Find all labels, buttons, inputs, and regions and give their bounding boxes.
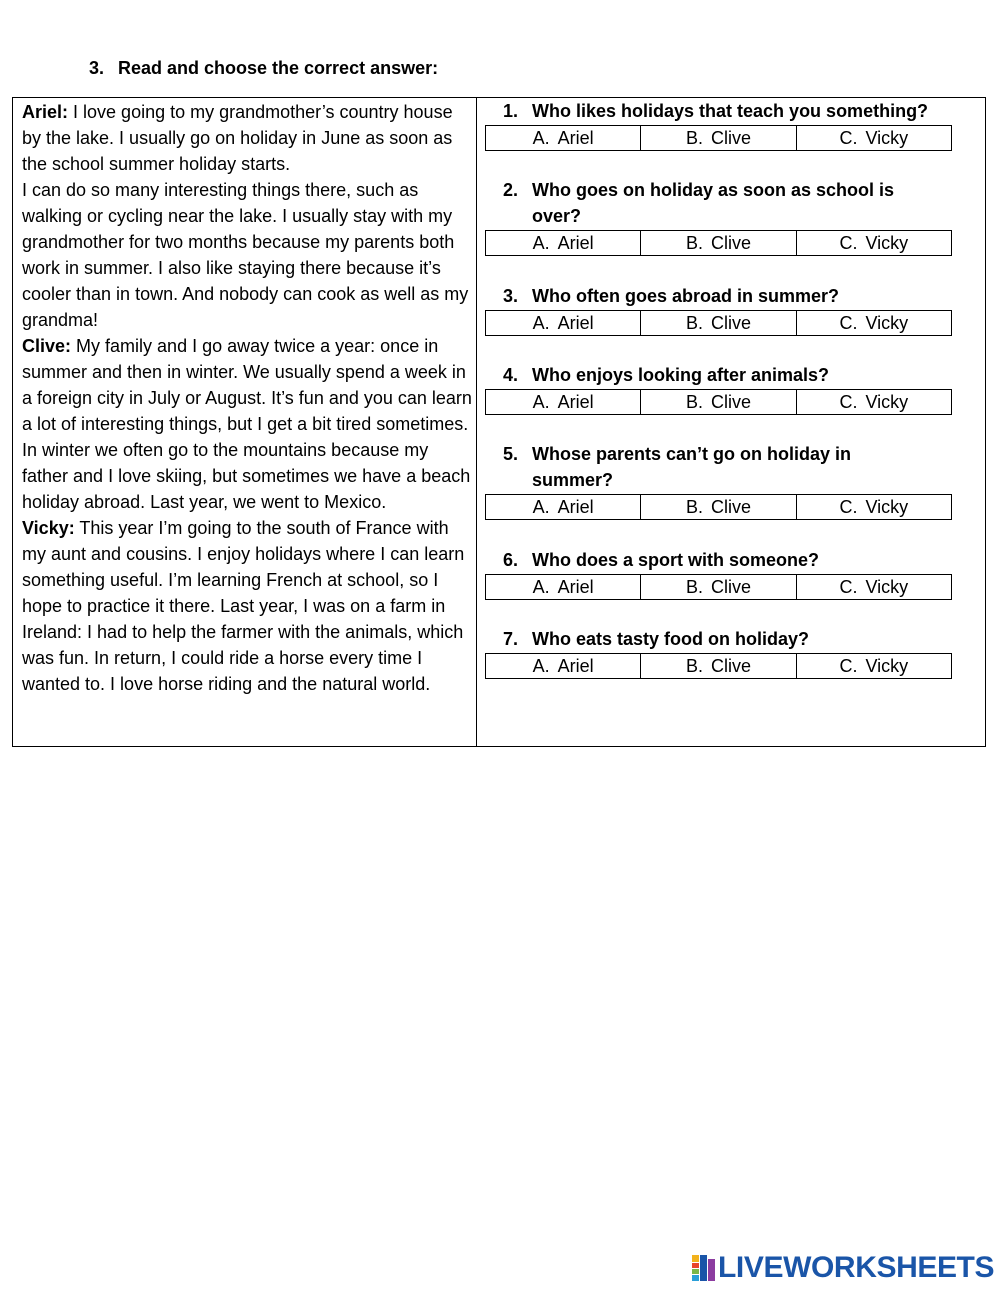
speaker-name: Clive: bbox=[22, 336, 72, 356]
option-label: Vicky bbox=[865, 232, 909, 253]
answer-row-6 bbox=[485, 574, 952, 600]
option-vicky[interactable] bbox=[797, 390, 951, 414]
option-vicky[interactable] bbox=[797, 311, 951, 335]
answer-row-5 bbox=[485, 494, 952, 520]
passage-text: I love going to my grandmother’s country house by the lake. I usually go on holiday in June as soon as the school summer holiday starts. bbox=[22, 102, 453, 174]
option-label: Ariel bbox=[557, 312, 594, 333]
option-letter: A. bbox=[532, 127, 550, 148]
option-letter: C. bbox=[839, 576, 858, 597]
question-number: 6. bbox=[503, 550, 519, 570]
passage-ariel-cont bbox=[22, 177, 472, 333]
question-text: Whose parents can’t go on holiday in summer? bbox=[532, 444, 852, 490]
option-ariel[interactable] bbox=[486, 575, 641, 599]
question-text: Who does a sport with someone? bbox=[532, 550, 820, 570]
option-ariel[interactable] bbox=[486, 126, 641, 150]
column-divider bbox=[476, 98, 477, 746]
option-letter: A. bbox=[532, 496, 550, 517]
exercise-number: 3. bbox=[89, 58, 105, 78]
option-label: Clive bbox=[710, 655, 751, 676]
option-letter: C. bbox=[839, 312, 858, 333]
option-label: Clive bbox=[710, 576, 751, 597]
speaker-name: Vicky: bbox=[22, 518, 75, 538]
option-label: Ariel bbox=[557, 576, 594, 597]
question-number: 5. bbox=[503, 444, 519, 464]
answer-row-3 bbox=[485, 310, 952, 336]
passage-vicky bbox=[22, 515, 472, 697]
option-letter: C. bbox=[839, 655, 858, 676]
option-letter: C. bbox=[839, 127, 858, 148]
speaker-name: Ariel: bbox=[22, 102, 69, 122]
option-ariel[interactable] bbox=[486, 654, 641, 678]
option-letter: B. bbox=[685, 312, 703, 333]
option-clive[interactable] bbox=[641, 126, 796, 150]
question-text: Who often goes abroad in summer? bbox=[532, 286, 840, 306]
option-label: Ariel bbox=[557, 391, 594, 412]
question-6 bbox=[503, 547, 943, 573]
question-number: 4. bbox=[503, 365, 519, 385]
exercise-title: Read and choose the correct answer: bbox=[118, 58, 439, 78]
option-label: Vicky bbox=[865, 576, 909, 597]
liveworksheets-logo[interactable] bbox=[692, 1253, 994, 1283]
option-label: Vicky bbox=[865, 127, 909, 148]
option-clive[interactable] bbox=[641, 390, 796, 414]
option-letter: A. bbox=[532, 655, 550, 676]
option-letter: A. bbox=[532, 391, 550, 412]
question-7 bbox=[503, 626, 943, 652]
option-vicky[interactable] bbox=[797, 495, 951, 519]
answer-row-7 bbox=[485, 653, 952, 679]
question-4 bbox=[503, 362, 943, 388]
question-text: Who eats tasty food on holiday? bbox=[532, 629, 810, 649]
question-5 bbox=[503, 441, 923, 493]
exercise-heading bbox=[89, 58, 438, 79]
option-letter: C. bbox=[839, 232, 858, 253]
option-clive[interactable] bbox=[641, 311, 796, 335]
option-letter: B. bbox=[685, 232, 703, 253]
option-ariel[interactable] bbox=[486, 495, 641, 519]
option-clive[interactable] bbox=[641, 575, 796, 599]
option-vicky[interactable] bbox=[797, 575, 951, 599]
question-text: Who likes holidays that teach you something? bbox=[532, 101, 929, 121]
passage-clive bbox=[22, 333, 472, 515]
option-letter: B. bbox=[685, 127, 703, 148]
option-letter: B. bbox=[685, 576, 703, 597]
question-2 bbox=[503, 177, 943, 229]
option-letter: A. bbox=[532, 312, 550, 333]
option-label: Clive bbox=[710, 391, 751, 412]
option-letter: B. bbox=[685, 655, 703, 676]
option-label: Vicky bbox=[865, 312, 909, 333]
logo-text: LIVEWORKSHEETS bbox=[718, 1251, 995, 1284]
question-text: Who goes on holiday as soon as school is over? bbox=[532, 180, 895, 226]
option-letter: B. bbox=[685, 496, 703, 517]
answer-row-4 bbox=[485, 389, 952, 415]
question-number: 1. bbox=[503, 101, 519, 121]
option-vicky[interactable] bbox=[797, 231, 951, 255]
option-letter: B. bbox=[685, 391, 703, 412]
option-letter: A. bbox=[532, 576, 550, 597]
option-clive[interactable] bbox=[641, 495, 796, 519]
answer-row-1 bbox=[485, 125, 952, 151]
option-letter: C. bbox=[839, 496, 858, 517]
question-number: 7. bbox=[503, 629, 519, 649]
option-clive[interactable] bbox=[641, 231, 796, 255]
option-label: Vicky bbox=[865, 655, 909, 676]
option-ariel[interactable] bbox=[486, 390, 641, 414]
question-text: Who enjoys looking after animals? bbox=[532, 365, 830, 385]
question-3 bbox=[503, 283, 943, 309]
option-label: Ariel bbox=[557, 232, 594, 253]
answer-row-2 bbox=[485, 230, 952, 256]
option-label: Ariel bbox=[557, 127, 594, 148]
option-label: Ariel bbox=[557, 655, 594, 676]
option-ariel[interactable] bbox=[486, 231, 641, 255]
option-ariel[interactable] bbox=[486, 311, 641, 335]
option-label: Vicky bbox=[865, 391, 909, 412]
reading-passage bbox=[22, 99, 472, 697]
option-clive[interactable] bbox=[641, 654, 796, 678]
option-label: Clive bbox=[710, 232, 751, 253]
passage-text: This year I’m going to the south of France with my aunt and cousins. I enjoy holidays where I can learn something useful. I’m learning French at school, so I hope to practice it there. Last year, I was on a farm in Ireland: I had to help the farmer with the animals, which was fun. In return, I could ride a horse every time I wanted to. I love horse riding and the natural world. bbox=[22, 518, 465, 694]
option-label: Clive bbox=[710, 312, 751, 333]
passage-text: I can do so many interesting things there, such as walking or cycling near the lake. I usually stay with my grandmother for two months because my parents both work in summer. I also like staying there because it’s cooler than in town. And nobody can cook as well as my grandma! bbox=[22, 180, 469, 330]
option-letter: C. bbox=[839, 391, 858, 412]
option-label: Ariel bbox=[557, 496, 594, 517]
option-label: Vicky bbox=[865, 496, 909, 517]
question-number: 2. bbox=[503, 180, 519, 200]
passage-text: My family and I go away twice a year: once in summer and then in winter. We usually spend a week in a foreign city in July or August. It’s fun and you can learn a lot of interesting things, but I get a bit tired sometimes. In winter we often go to the mountains because my father and I love skiing, but sometimes we have a beach holiday abroad. Last year, we went to Mexico. bbox=[22, 336, 472, 512]
passage-ariel bbox=[22, 99, 472, 177]
option-letter: A. bbox=[532, 232, 550, 253]
liveworksheets-logo-icon bbox=[692, 1255, 716, 1281]
option-label: Clive bbox=[710, 127, 751, 148]
option-vicky[interactable] bbox=[797, 126, 951, 150]
option-label: Clive bbox=[710, 496, 751, 517]
question-1 bbox=[503, 98, 983, 124]
option-vicky[interactable] bbox=[797, 654, 951, 678]
question-number: 3. bbox=[503, 286, 519, 306]
